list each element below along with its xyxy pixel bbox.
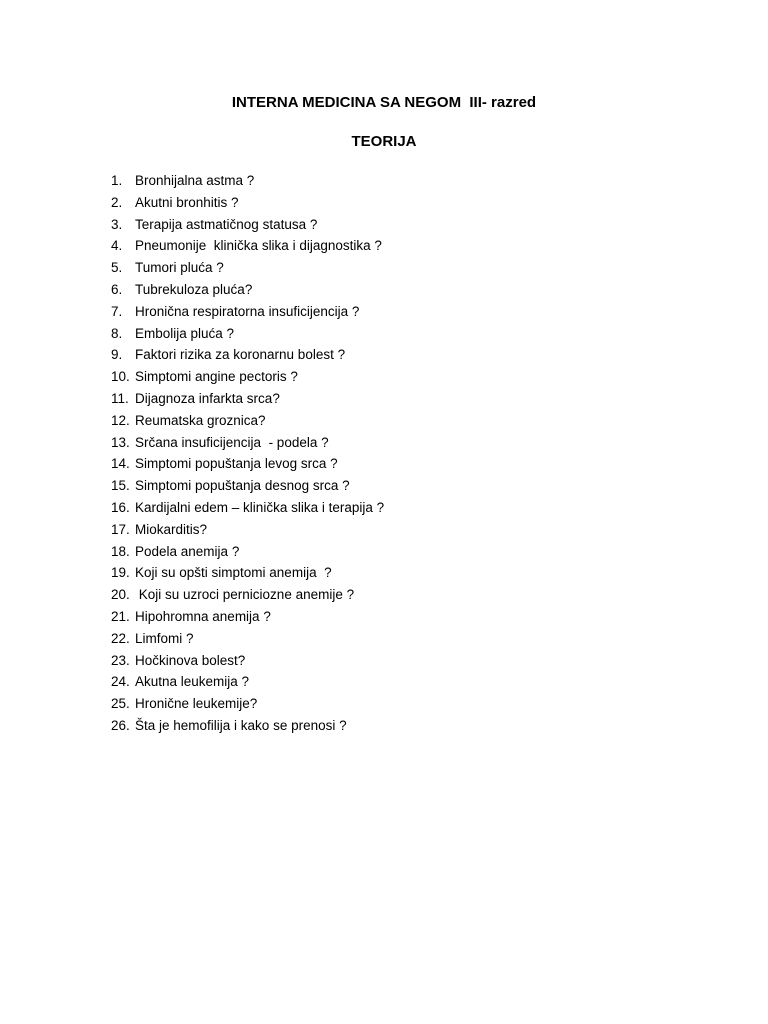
- question-item: [111, 693, 384, 715]
- question-number: 22.: [111, 630, 130, 646]
- question-text: Simptomi angine pectoris ?: [135, 369, 298, 385]
- question-item: [111, 584, 384, 606]
- question-item: [111, 214, 384, 236]
- question-text: Faktori rizika za koronarnu bolest ?: [135, 347, 346, 363]
- question-text: Tumori pluća ?: [135, 260, 224, 276]
- question-text: Bronhijalna astma ?: [135, 173, 255, 188]
- question-item: [111, 344, 384, 366]
- question-text: Srčana insuficijencija - podela ?: [135, 434, 329, 450]
- question-text: Embolija pluća ?: [135, 325, 235, 341]
- question-text: Hronične leukemije?: [135, 696, 258, 712]
- question-number: 20.: [111, 587, 130, 603]
- document-title: INTERNA MEDICINA SA NEGOM III- razred: [231, 94, 537, 111]
- question-text: Terapija astmatičnog statusa ?: [135, 216, 318, 232]
- question-item: [111, 388, 384, 410]
- question-item: [111, 323, 384, 345]
- document-subtitle: TEORIJA: [351, 133, 417, 150]
- question-number: 8.: [111, 325, 123, 341]
- question-number: 21.: [111, 608, 130, 624]
- question-text: Hronična respiratorna insuficijencija ?: [135, 303, 360, 319]
- question-item: [111, 650, 384, 672]
- question-number: 11.: [111, 390, 129, 406]
- question-item: [111, 410, 384, 432]
- question-item: [111, 562, 384, 584]
- question-number: 5.: [111, 260, 123, 276]
- question-text: Simptomi popuštanja levog srca ?: [135, 456, 338, 472]
- question-number: 18.: [111, 543, 130, 559]
- question-item: [111, 192, 384, 214]
- question-list: [111, 170, 384, 737]
- question-text: Koji su opšti simptomi anemija ?: [135, 565, 332, 581]
- question-item: [111, 715, 384, 737]
- question-number: 2.: [111, 194, 123, 210]
- question-text: Koji su uzroci pernici​ozne anemije ?: [135, 587, 355, 603]
- question-number: 7.: [111, 303, 123, 319]
- question-item: [111, 606, 384, 628]
- question-number: 17.: [111, 521, 130, 537]
- question-number: 1.: [111, 173, 123, 188]
- question-text: Šta je hemofilija i kako se prenosi ?: [135, 717, 347, 733]
- question-text: Podela anemija ?: [135, 543, 240, 559]
- question-text: Reumatska groznica?: [135, 412, 266, 428]
- question-item: [111, 541, 384, 563]
- question-number: 19.: [111, 565, 130, 581]
- question-text: Akutni bronhitis ?: [135, 194, 239, 210]
- question-number: 9.: [111, 347, 123, 363]
- question-text: Dijagnoza infarkta srca?: [135, 390, 280, 406]
- question-item: [111, 279, 384, 301]
- question-number: 16.: [111, 499, 130, 515]
- question-text: Akutna leukemija ?: [135, 674, 250, 690]
- question-text: Miokarditis?: [135, 521, 208, 537]
- question-text: Tubrekuloza pluća?: [135, 281, 253, 297]
- question-item: [111, 497, 384, 519]
- question-item: [111, 235, 384, 257]
- question-number: 25.: [111, 696, 130, 712]
- question-number: 3.: [111, 216, 123, 232]
- question-number: 15.: [111, 478, 130, 494]
- question-number: 26.: [111, 717, 130, 733]
- question-text: Hipohromna anemija ?: [135, 608, 271, 624]
- question-item: [111, 170, 384, 192]
- question-number: 12.: [111, 412, 130, 428]
- question-text: Simptomi popuštanja desnog srca ?: [135, 478, 350, 494]
- question-number: 4.: [111, 238, 123, 254]
- question-text: Limfomi ?: [135, 630, 194, 646]
- question-number: 13.: [111, 434, 130, 450]
- question-item: [111, 257, 384, 279]
- question-item: [111, 519, 384, 541]
- question-number: 10.: [111, 369, 130, 385]
- question-item: [111, 475, 384, 497]
- question-number: 14.: [111, 456, 130, 472]
- question-number: 23.: [111, 652, 130, 668]
- question-item: [111, 671, 384, 693]
- question-text: Hočkinova bolest?: [135, 652, 246, 668]
- question-number: 24.: [111, 674, 130, 690]
- question-text: Kardijalni edem – klinička slika i terapija ?: [135, 499, 385, 515]
- question-number: 6.: [111, 281, 123, 297]
- question-item: [111, 301, 384, 323]
- question-item: [111, 432, 384, 454]
- question-item: [111, 628, 384, 650]
- question-item: [111, 453, 384, 475]
- question-item: [111, 366, 384, 388]
- question-text: Pneumonije klinička slika i dijagnostika ?: [135, 238, 382, 254]
